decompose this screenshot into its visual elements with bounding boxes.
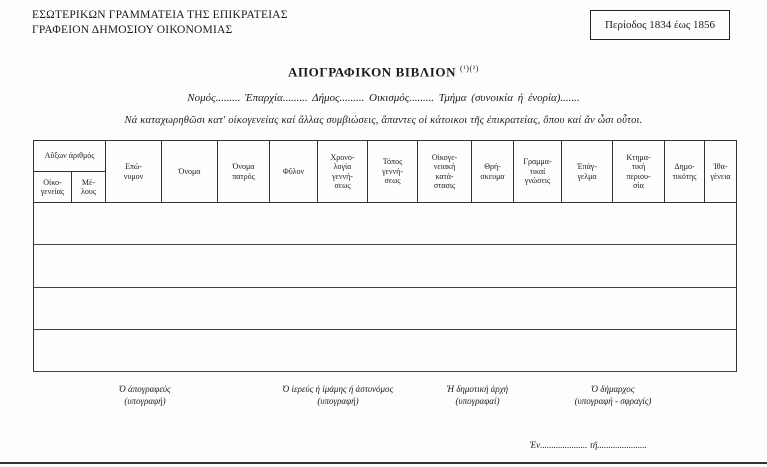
column-header: Γραμμα- τικαί γνώσεις: [514, 141, 562, 203]
ministry-header: [32, 8, 288, 38]
date-line: Έν..................... τῆ......................: [530, 440, 647, 450]
column-header: Όνομα: [162, 141, 218, 203]
ministry-line-2: ΓΡΑΦΕΙΟΝ ΔΗΜΟΣΙΟΥ ΟΙΚΟΝΟΜΙΑΣ: [32, 24, 233, 36]
location-fields-line: Νομός......... Έπαρχία......... Δήμος......... Οικισμός......... Τμήμα (συνοικία ή ένορία).......: [187, 92, 580, 104]
signature-note: (υπογραφαί): [455, 396, 500, 406]
column-header: Χρονο- λογία γεννή- σεως: [318, 141, 368, 203]
entry-line[interactable]: [34, 287, 737, 329]
column-header: Έπάγ- γελμα: [562, 141, 613, 203]
document-title: [0, 64, 767, 80]
signature-role: Ό ίερεύς ή ίμάμης ή άστυνόμος: [282, 384, 394, 394]
title-text: ΑΠΟΓΡΑΦΙΚΟΝ ΒΙΒΛΙΟΝ: [287, 64, 457, 80]
period-label: Περίοδος 1834 έως 1856: [604, 19, 716, 31]
instruction-line: Νά καταχωρηθῶσι κατ' οίκογενείας καί ἄλλας συμβιώσεις, ἅπαντες οἱ κάτοικοι τῆς ἐπικρατείας, ὅπου καί ἄν ὦσι οὗτοι.: [124, 115, 643, 126]
table-header-row: [34, 141, 737, 172]
column-header: Θρή- σκευμα: [472, 141, 514, 203]
signature-note: (υπογραφή - σφραγίς): [574, 396, 652, 406]
signature-role: Ή δημοτική άρχή: [446, 384, 509, 394]
column-header: Οἰκογε- νειακή κατά- στασις: [418, 141, 472, 203]
column-header: Τόπος γεννή- σεως: [368, 141, 418, 203]
signature-role: Ό δήμαρχος: [591, 384, 635, 394]
table-row: [34, 245, 737, 287]
column-header: Ίθα- γένεια: [705, 141, 737, 203]
signature-mayor: [548, 383, 678, 407]
signature-note: (υπογραφή): [317, 396, 359, 406]
serial-number-header: Αΰξων άριθμός: [34, 141, 106, 172]
signature-priest: [258, 383, 418, 407]
ministry-line-1: ΕΣΩΤΕΡΙΚΩΝ ΓΡΑΜΜΑΤΕΙΑ ΤΗΣ ΕΠΙΚΡΑΤΕΙΑΣ: [32, 9, 288, 21]
column-header: Δημο- τικότης: [665, 141, 705, 203]
column-header: Επώ- νυμον: [106, 141, 162, 203]
signature-municipal-authority: [420, 383, 535, 407]
signature-enumerator: [90, 383, 200, 407]
table-row: [34, 329, 737, 371]
signature-role: Ό άπογραφεύς: [119, 384, 171, 394]
census-register-table: [33, 140, 737, 372]
entry-line[interactable]: [34, 329, 737, 371]
column-header: Κτημα- τική περιου- σία: [613, 141, 665, 203]
table-row: [34, 287, 737, 329]
signature-note: (υπογραφή): [124, 396, 166, 406]
bottom-rule: [0, 462, 767, 464]
family-number-header: Οἰκο- γενείας: [34, 172, 72, 203]
entry-line[interactable]: [34, 203, 737, 245]
member-number-header: Μέ- λους: [72, 172, 106, 203]
column-header: Φΰλον: [270, 141, 318, 203]
period-box: [590, 10, 730, 40]
column-header: Όνομα πατρός: [218, 141, 270, 203]
table-row: [34, 203, 737, 245]
title-footnote-marks: (¹)(²): [459, 64, 480, 73]
entry-line[interactable]: [34, 245, 737, 287]
